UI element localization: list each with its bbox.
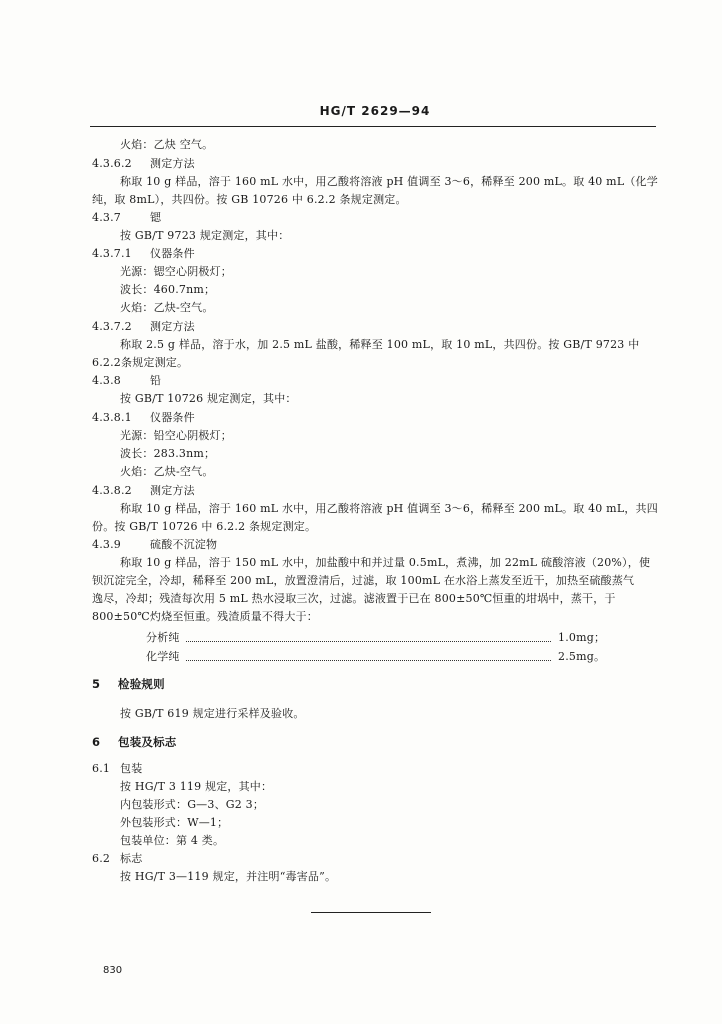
text-line: 光源：锶空心阴极灯； [120,265,232,278]
page-number: 830 [103,965,123,976]
text-line: 包装单位：第 4 类。 [120,834,225,847]
section-heading-4-3-7 [92,211,161,224]
section-number: 6 [92,735,101,749]
section-heading-4-3-7-2 [92,320,195,333]
section-heading-4-3-7-1 [92,247,195,260]
dot-leader [186,660,551,661]
text-line: 份。按 GB/T 10726 中 6.2.2 条规定测定。 [92,520,317,533]
section-number: 4.3.8.1 [92,411,132,424]
text-line: 称取 10 g 样品，溶于 150 mL 水中，加盐酸中和并过量 0.5mL，煮沸，加 22mL 硫酸溶液（20%），使 [120,556,651,569]
text-line: 火焰：乙炔-空气。 [120,465,214,478]
text-line: 800±50℃灼烧至恒重。残渣质量不得大于： [92,610,318,623]
section-number: 4.3.8 [92,374,121,387]
section-heading-4-3-8 [92,374,161,387]
grade-label-analytical: 分析纯 [146,631,180,644]
text-line: 称取 2.5 g 样品，溶于水，加 2.5 mL 盐酸，稀释至 100 mL，取 10 mL，共四份。按 GB/T 9723 中 [120,338,640,351]
text-line: 火焰：乙炔 空气。 [120,138,214,151]
section-heading-4-3-9 [92,538,217,551]
section-number: 4.3.8.2 [92,484,132,497]
standard-code-header: HG/T 2629—94 [319,104,431,118]
section-heading-6 [92,736,177,749]
section-title: 硫酸不沉淀物 [150,538,218,551]
text-line: 钡沉淀完全，冷却，稀释至 200 mL，放置澄清后，过滤，取 100mL 在水浴上蒸发至近干，加热至硫酸蒸气 [92,574,635,587]
section-title: 铅 [150,374,162,387]
section-number: 4.3.6.2 [92,157,132,170]
text-line: 纯，取 8mL），共四份。按 GB 10726 中 6.2.2 条规定测定。 [92,193,407,206]
section-title: 测定方法 [150,484,195,497]
text-line: 按 GB/T 619 规定进行采样及验收。 [120,707,305,720]
section-heading-6-2 [92,852,142,865]
text-line: 波长：460.7nm； [120,283,216,296]
section-number: 6.2 [92,852,111,865]
section-title: 测定方法 [150,320,195,333]
section-number: 6.1 [92,762,111,775]
section-title: 测定方法 [150,157,195,170]
text-line: 波长：283.3nm； [120,447,216,460]
section-number: 4.3.9 [92,538,121,551]
text-line: 内包装形式：G—3、G2 3； [120,798,265,811]
section-title: 包装及标志 [118,735,177,749]
section-heading-4-3-8-1 [92,411,195,424]
section-title: 仪器条件 [150,411,195,424]
text-line: 光源：铅空心阴极灯； [120,429,232,442]
section-title: 仪器条件 [150,247,195,260]
text-line: 外包装形式：W—1； [120,816,229,829]
section-title: 包装 [120,762,143,775]
header-rule [90,126,656,127]
section-number: 4.3.7 [92,211,121,224]
grade-value-analytical: 1.0mg； [558,631,606,644]
section-heading-5 [92,678,165,691]
text-line: 逸尽，冷却；残渣每次用 5 mL 热水浸取三次，过滤。滤液置于已在 800±50℃恒重的坩埚中，蒸干，于 [92,592,616,605]
text-line: 称取 10 g 样品，溶于 160 mL 水中，用乙酸将溶液 pH 值调至 3～6，稀释至 200 mL。取 40 mL（化学 [120,175,658,188]
grade-value-chemical: 2.5mg。 [558,650,606,663]
end-rule [311,912,431,913]
section-heading-4-3-6-2 [92,157,195,170]
section-title: 检验规则 [118,677,165,691]
text-line: 火焰：乙炔-空气。 [120,301,214,314]
section-number: 4.3.7.2 [92,320,132,333]
section-number: 5 [92,677,101,691]
text-line: 按 HG/T 3 119 规定，其中： [120,780,273,793]
text-line: 按 GB/T 9723 规定测定，其中： [120,229,290,242]
text-line: 6.2.2条规定测定。 [92,356,189,369]
text-line: 称取 10 g 样品，溶于 160 mL 水中，用乙酸将溶液 pH 值调至 3～6，稀释至 200 mL。取 40 mL，共四 [120,502,658,515]
section-heading-6-1 [92,762,142,775]
text-line: 按 GB/T 10726 规定测定，其中： [120,392,297,405]
section-title: 锶 [150,211,162,224]
grade-label-chemical: 化学纯 [146,650,180,663]
section-number: 4.3.7.1 [92,247,132,260]
dot-leader [186,641,551,642]
section-title: 标志 [120,852,143,865]
text-line: 按 HG/T 3—119 规定，并注明“毒害品”。 [120,870,337,883]
section-heading-4-3-8-2 [92,484,195,497]
